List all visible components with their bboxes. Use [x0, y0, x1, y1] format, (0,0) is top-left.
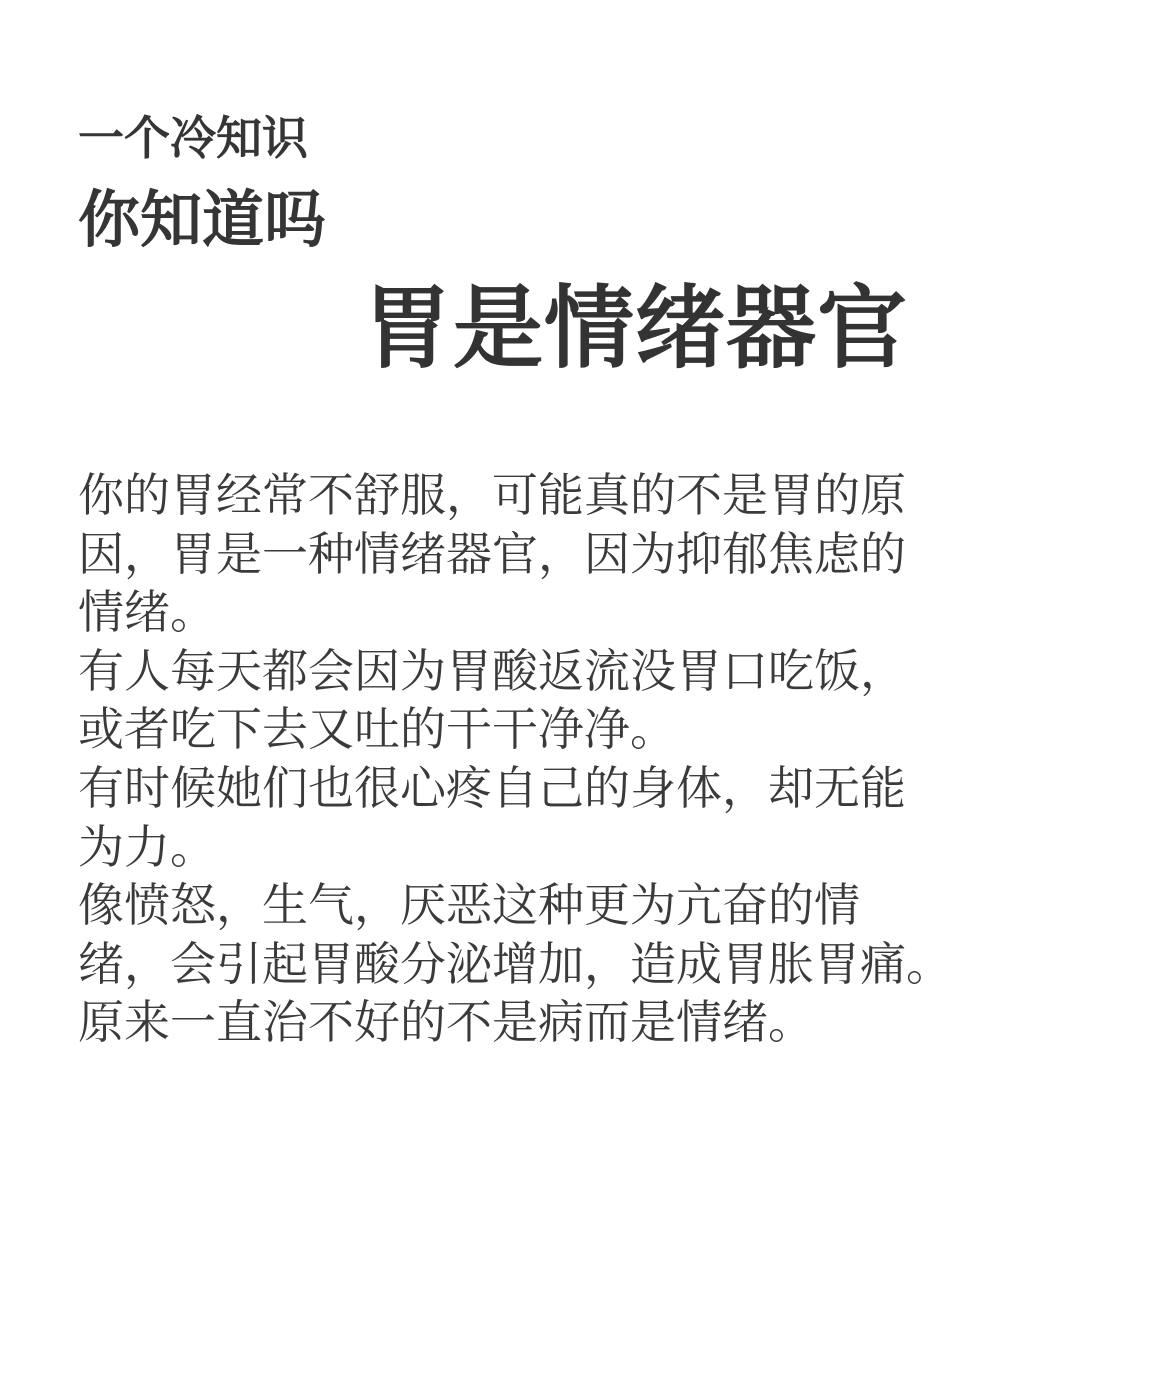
- body-line: 绪，会引起胃酸分泌增加，造成胃胀胃痛。: [78, 936, 952, 991]
- subtitle-text: 你知道吗: [78, 183, 327, 256]
- headline-title: 胃是情绪器官: [362, 276, 908, 381]
- kicker-text: 一个冷知识: [78, 111, 308, 165]
- body-line: 因，胃是一种情绪器官，因为抑郁焦虑的: [78, 526, 906, 581]
- article-body: [78, 466, 1078, 1052]
- body-line: 为力。: [78, 819, 216, 874]
- body-line: 你的胃经常不舒服，可能真的不是胃的原: [78, 468, 906, 522]
- body-line: 原来一直治不好的不是病而是情绪。: [78, 995, 814, 1050]
- body-line: 有时候她们也很心疼自己的身体，却无能: [78, 760, 906, 815]
- body-line: 有人每天都会因为胃酸返流没胃口吃饭，: [78, 643, 906, 698]
- body-line: 情绪。: [78, 585, 216, 640]
- body-line: 或者吃下去又吐的干干净净。: [78, 702, 676, 757]
- body-line: 像愤怒，生气，厌恶这种更为亢奋的情: [78, 878, 860, 933]
